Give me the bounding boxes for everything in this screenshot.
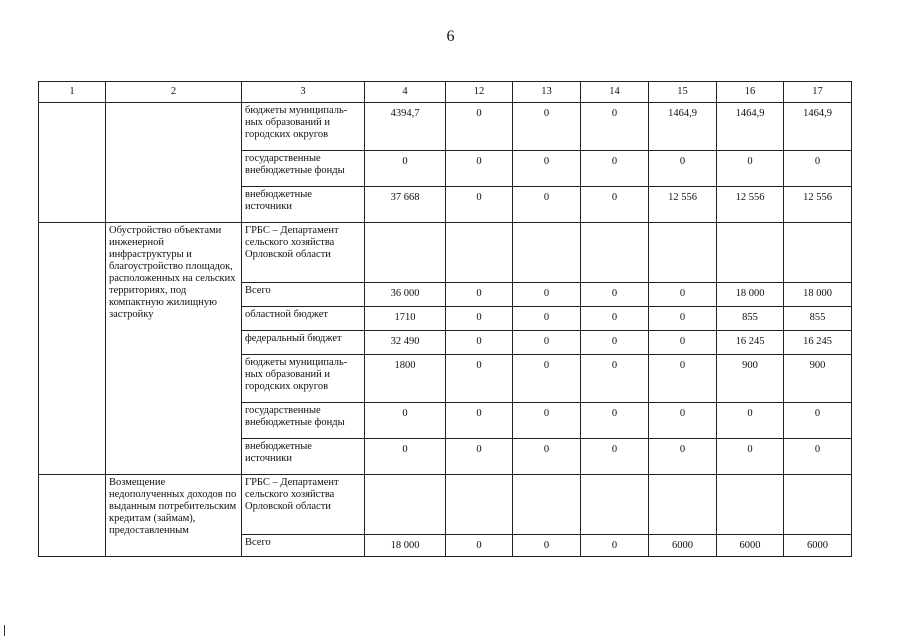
value-cell: 0 (717, 439, 784, 475)
value-cell: 18 000 (717, 283, 784, 307)
value-cell: 0 (581, 439, 649, 475)
value-cell: 0 (513, 355, 581, 403)
value-cell: 0 (446, 187, 513, 223)
source-label: Всего (242, 283, 365, 307)
column-header: 12 (446, 82, 513, 103)
column-header: 13 (513, 82, 581, 103)
empty-cell (717, 223, 784, 283)
value-cell: 0 (649, 355, 717, 403)
description-cell (106, 103, 242, 223)
column-header: 3 (242, 82, 365, 103)
column-header: 15 (649, 82, 717, 103)
description-cell: Возмещение недополученных доходов по выданным потребительским кредитам (займам), предоставленным (106, 475, 242, 557)
value-cell: 900 (784, 355, 852, 403)
empty-cell (446, 475, 513, 535)
scan-margin-mark (4, 625, 5, 636)
column-header: 16 (717, 82, 784, 103)
value-cell: 12 556 (649, 187, 717, 223)
value-cell: 0 (581, 283, 649, 307)
value-cell: 0 (513, 187, 581, 223)
source-label: областной бюджет (242, 307, 365, 331)
column-header: 17 (784, 82, 852, 103)
value-cell: 0 (784, 403, 852, 439)
value-cell: 855 (717, 307, 784, 331)
source-label: государственные внебюджетные фонды (242, 151, 365, 187)
source-label: Всего (242, 535, 365, 557)
description-cell: Обустройство объектами инженерной инфраструктуры и благоустройство площадок, расположенных на сельских территориях, под компактную жилищную застройку (106, 223, 242, 475)
value-cell: 18 000 (784, 283, 852, 307)
value-cell: 16 245 (717, 331, 784, 355)
value-cell: 900 (717, 355, 784, 403)
value-cell: 16 245 (784, 331, 852, 355)
value-cell: 0 (365, 151, 446, 187)
value-cell: 0 (649, 439, 717, 475)
value-cell: 1464,9 (717, 103, 784, 151)
empty-cell (784, 223, 852, 283)
empty-cell (649, 475, 717, 535)
value-cell: 37 668 (365, 187, 446, 223)
value-cell: 32 490 (365, 331, 446, 355)
value-cell: 0 (649, 403, 717, 439)
value-cell: 0 (581, 187, 649, 223)
grbs-label: ГРБС – Департамент сельского хозяйства Орловской области (242, 223, 365, 283)
value-cell: 0 (446, 307, 513, 331)
grbs-label: ГРБС – Департамент сельского хозяйства Орловской области (242, 475, 365, 535)
value-cell: 0 (446, 103, 513, 151)
value-cell: 6000 (717, 535, 784, 557)
empty-cell (513, 475, 581, 535)
value-cell: 0 (717, 403, 784, 439)
value-cell: 36 000 (365, 283, 446, 307)
empty-cell (649, 223, 717, 283)
value-cell: 0 (581, 403, 649, 439)
source-label: федеральный бюджет (242, 331, 365, 355)
source-label: бюджеты муниципаль-ных образований и городских округов (242, 355, 365, 403)
value-cell: 0 (446, 151, 513, 187)
row-number-cell (39, 103, 106, 223)
row-number-cell (39, 475, 106, 557)
table-row (39, 103, 852, 151)
value-cell: 0 (446, 283, 513, 307)
source-label: бюджеты муниципаль-ных образований и городских округов (242, 103, 365, 151)
empty-cell (581, 223, 649, 283)
value-cell: 12 556 (717, 187, 784, 223)
value-cell: 0 (513, 439, 581, 475)
row-number-cell (39, 223, 106, 475)
page-number: 6 (446, 28, 455, 45)
value-cell: 1710 (365, 307, 446, 331)
value-cell: 0 (513, 331, 581, 355)
value-cell: 0 (513, 403, 581, 439)
value-cell: 0 (784, 151, 852, 187)
value-cell: 0 (513, 307, 581, 331)
table-row (39, 475, 852, 535)
budget-table (38, 81, 852, 557)
value-cell: 0 (365, 439, 446, 475)
table-header-row (39, 82, 852, 103)
value-cell: 0 (446, 439, 513, 475)
value-cell: 0 (581, 331, 649, 355)
value-cell: 0 (581, 535, 649, 557)
value-cell: 0 (513, 283, 581, 307)
empty-cell (784, 475, 852, 535)
source-label: внебюджетные источники (242, 439, 365, 475)
empty-cell (717, 475, 784, 535)
empty-cell (513, 223, 581, 283)
value-cell: 6000 (649, 535, 717, 557)
column-header: 2 (106, 82, 242, 103)
value-cell: 0 (365, 403, 446, 439)
value-cell: 18 000 (365, 535, 446, 557)
value-cell: 12 556 (784, 187, 852, 223)
value-cell: 0 (649, 283, 717, 307)
value-cell: 0 (649, 307, 717, 331)
value-cell: 0 (446, 355, 513, 403)
value-cell: 0 (784, 439, 852, 475)
value-cell: 0 (581, 103, 649, 151)
value-cell: 0 (446, 535, 513, 557)
source-label: внебюджетные источники (242, 187, 365, 223)
value-cell: 0 (446, 403, 513, 439)
value-cell: 0 (581, 307, 649, 331)
column-header: 1 (39, 82, 106, 103)
column-header: 14 (581, 82, 649, 103)
source-label: государственные внебюджетные фонды (242, 403, 365, 439)
empty-cell (365, 223, 446, 283)
value-cell: 0 (513, 103, 581, 151)
column-header: 4 (365, 82, 446, 103)
value-cell: 1464,9 (649, 103, 717, 151)
value-cell: 1464,9 (784, 103, 852, 151)
empty-cell (581, 475, 649, 535)
empty-cell (365, 475, 446, 535)
value-cell: 0 (513, 535, 581, 557)
value-cell: 855 (784, 307, 852, 331)
value-cell: 0 (649, 151, 717, 187)
table-row (39, 223, 852, 283)
value-cell: 0 (446, 331, 513, 355)
value-cell: 1800 (365, 355, 446, 403)
value-cell: 6000 (784, 535, 852, 557)
value-cell: 4394,7 (365, 103, 446, 151)
value-cell: 0 (649, 331, 717, 355)
value-cell: 0 (581, 151, 649, 187)
value-cell: 0 (717, 151, 784, 187)
value-cell: 0 (581, 355, 649, 403)
value-cell: 0 (513, 151, 581, 187)
empty-cell (446, 223, 513, 283)
